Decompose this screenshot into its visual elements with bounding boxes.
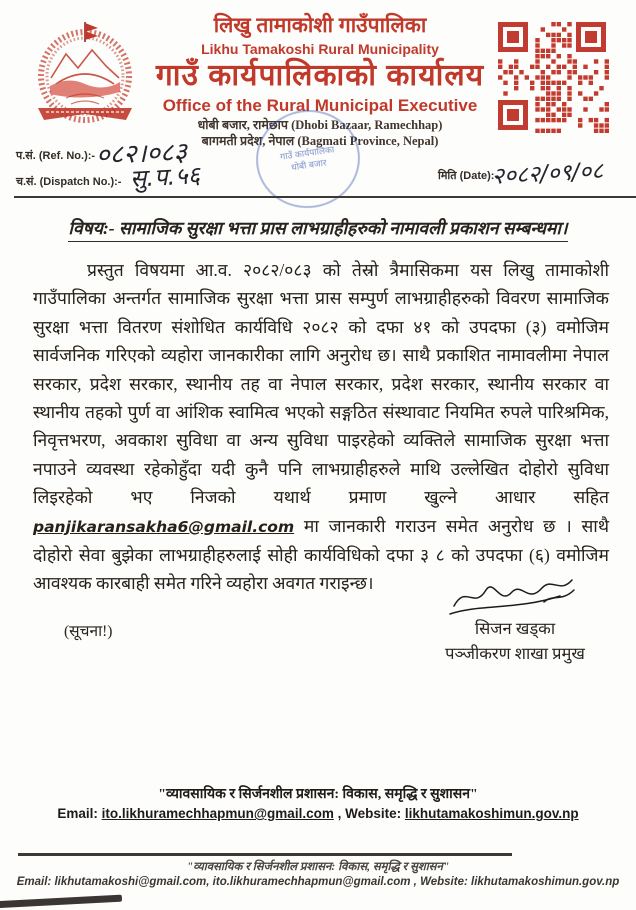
address-line-2: बागमती प्रदेश, नेपाल (Bagmati Province, Nepal) (201, 133, 439, 148)
notice-text: (सूचना!) (64, 623, 113, 640)
subject-label: विषय:- (68, 218, 115, 238)
body-email-link: panjikaransakha6@gmail.com (33, 517, 295, 536)
municipality-name-nepali: लिखु तामाकोशी गाउँपालिका (213, 14, 427, 37)
date-label: मिति (Date):- (438, 170, 499, 182)
footer-ghost-contact-line (0, 876, 636, 888)
footer-email-label: Email: (57, 806, 98, 821)
ref-no-value-handwritten: ०८२।०८३ (95, 137, 188, 171)
dispatch-no-label: च.सं. (Dispatch No.):- (16, 176, 122, 188)
footer-email-link: ito.likhuramechhapmun@gmail.com (101, 806, 334, 821)
nepal-emblem-logo (26, 20, 144, 128)
subject-text: सामाजिक सुरक्षा भत्ता प्रास लाभग्राहीहरुको नामावली प्रकाशन सम्बन्धमा। (118, 218, 568, 238)
footer-ghost-separator: , (410, 876, 421, 888)
footer-separator: , (333, 806, 346, 821)
body-text-part2: मा जानकारी गराउन समेत अनुरोध छ । साथै दोहोरो सेवा बुझेका लाभग्राहीहरुलाई सोही कार्यविधिको दफा ३ ८ को उपदफा (६) वमोजिम आवश्यक कारबाही समेत गरिने व्यहोरा अवगत गराइन्छ। (33, 515, 610, 594)
footer-website-label: Website: (345, 806, 402, 821)
footer-ghost-website-label: Website: (420, 876, 468, 888)
scan-artifact-mark (0, 895, 122, 909)
letter-body (33, 256, 609, 598)
dispatch-no-value-handwritten: सु.प.५६ (129, 161, 201, 193)
stamp-text-line: गाउँ कार्यपालिका (279, 144, 335, 162)
office-name-nepali: गाउँ कार्यपालिकाको कार्यालय (155, 59, 485, 93)
header-divider (14, 196, 636, 198)
footer-contact-line (0, 806, 636, 821)
subject-line (0, 216, 636, 240)
stamp-text-line: धोबी बजार (290, 157, 328, 173)
date-value-handwritten: २०८२/०९/०८ (491, 158, 604, 190)
qr-code (494, 18, 610, 134)
footer-website-link: likhutamakoshimun.gov.np (404, 806, 579, 821)
footer-ghost-website: likhutamakoshimun.gov.np (471, 876, 620, 888)
ref-no-label: प.सं. (Ref. No.):- (16, 150, 96, 162)
body-text-part1: प्रस्तुत विषयमा आ.व. २०८२/०८३ को तेस्रो त्रैमासिकमा यस लिखु तामाकोशी गाउँपालिका अन्तर्गत सामाजिक सुरक्षा भत्ता प्रास सम्पुर्ण लाभग्राहीहरुको विवरण सामाजिक सुरक्षा भत्ता वितरण संशोधित कार्यविधि २०८२ को दफा ४१ को उपदफा (३) वमोजिम सार्वजनिक गरिएको व्यहोरा जानकारीका लागि अनुरोध छ। साथै प्रकाशित नामावलीमा नेपाल सरकार, प्रदेश सरकार, स्थानीय तह वा नेपाल सरकार, प्रदेश सरकार, स्थानीय सरकार वा स्थानीय तहको पुर्ण वा आंशिक स्वामित्व भएको सङ्गठित संस्थावाट नियमित रुपले पारिश्रमिक, निवृत्तभरण, अवकाश सुविधा वा अन्य सुविधा पाइरहेको व्यक्तिले सामाजिक सुरक्षा भत्ता नपाउने व्यवस्था रहेकोहुँदा यदी कुनै पनि लाभग्राहीहरुले माथि उल्लेखित दोहोरो सुविधा लिइरहेको भए निजको यथार्थ प्रमाण खुल्ने आधार सहित (33, 260, 609, 508)
footer-ghost-slogan: "व्यावसायिक र सिर्जनशील प्रशासन: विकास, समृद्धि र सुशासन" (186, 861, 450, 873)
footer-slogan: "व्यावसायिक र सिर्जनशील प्रशासन: विकास, समृद्धि र सुशासन" (158, 787, 478, 802)
address-line-1: धोबी बजार, रामेछाप (Dhobi Bazaar, Ramechhap) (197, 118, 443, 133)
office-name-english: Office of the Rural Municipal Executive (162, 95, 478, 115)
signatory-name: सिजन खड्का (474, 619, 556, 638)
footer-divider (18, 853, 512, 856)
municipality-name-english: Likhu Tamakoshi Rural Municipality (201, 41, 439, 58)
footer-ghost-email-label: Email: (16, 876, 52, 888)
footer-ghost-emails: likhutamakoshi@gmail.com, ito.likhuramechhapmun@gmail.com (54, 876, 411, 888)
signatory-title: पञ्जीकरण शाखा प्रमुख (445, 644, 585, 663)
signature-scribble (448, 576, 578, 618)
